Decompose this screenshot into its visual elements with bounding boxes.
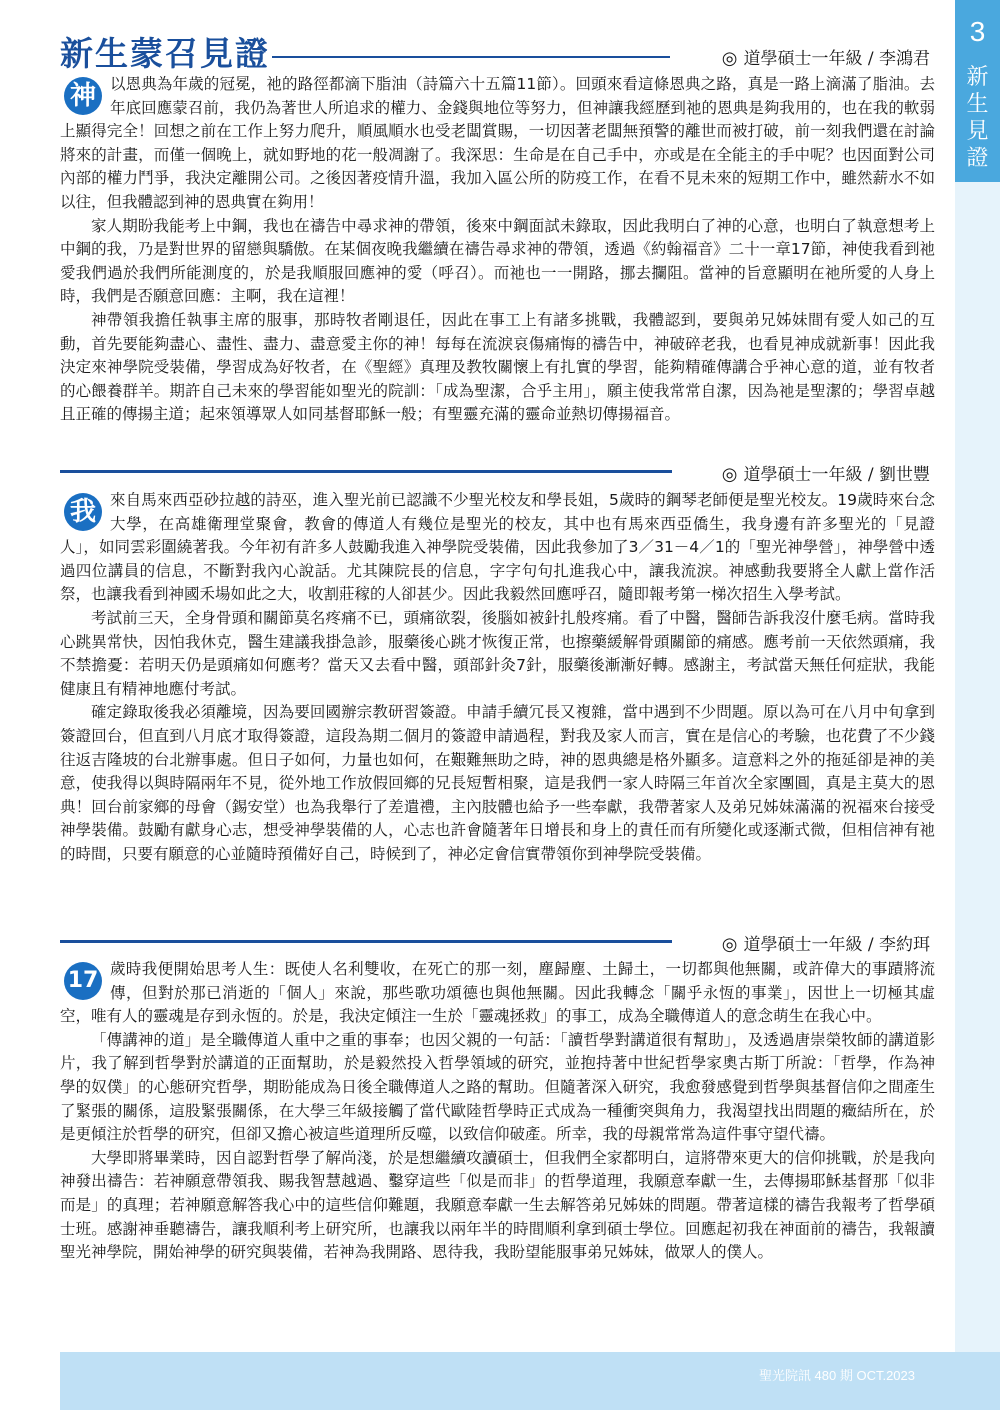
article-2 bbox=[60, 489, 935, 867]
byline-3 bbox=[722, 930, 930, 955]
author-name: 道學碩士一年級 / 李約珥 bbox=[743, 935, 930, 955]
paragraph: 神帶領我擔任執事主席的服事，那時牧者剛退任，因此在事工上有諸多挑戰，我體認到，要與弟兄姊妹間有愛人如己的互動，首先要能夠盡心、盡性、盡力、盡意愛主你的神！每每在流淚哀傷痛悔的禱告中，神破碎老我，也看見神成就新事！因此我決定來神學院受裝備，學習成為好牧者，在《聖經》真理及教牧關懷上有扎實的學習，能夠精確傳講合乎神心意的道，並有牧者的心餵養群羊。期許自己未來的學習能如聖光的院訓：「成為聖潔，合乎主用」，願主使我常常自潔，因為祂是聖潔的；學習卓越且正確的傳揚主道；起來領導眾人如同基督耶穌一般；有聖靈充滿的靈命並熱切傳揚福音。 bbox=[60, 310, 935, 424]
side-strip bbox=[955, 182, 1000, 1402]
section-label: 新生見證 bbox=[966, 65, 989, 171]
paragraph: 歲時我便開始思考人生：既使人名利雙收，在死亡的那一刻，塵歸塵、土歸土，一切都與他無關，或許偉大的事蹟將流傳，但對於那已消逝的「個人」來說，那些歌功頌德也與他無關。因此我轉念「關乎永恆的事業」，因世上一切極其虛空，唯有人的靈魂是存到永恆的。於是，我決定傾注一生於「靈魂拯救」的事工，成為全職傳道人的意念萌生在我心中。 bbox=[60, 960, 935, 1026]
byline-mark: ◎ bbox=[721, 934, 738, 955]
dropcap: 17 bbox=[64, 962, 102, 1000]
paragraph: 以恩典為年歲的冠冕，祂的路徑都滴下脂油（詩篇六十五篇11節）。回頭來看這條恩典之路，真是一路上滴滿了脂油。去年底回應蒙召前，我仍為著世人所追求的權力、金錢與地位等努力，但神讓我經歷到祂的恩典是夠我用的，也在我的軟弱上顯得完全！回想之前在工作上努力爬升，順風順水也受老闆賞賜，一切因著老闆無預警的離世而被打破，前一刻我們還在討論將來的計畫，而僅一個晚上，就如野地的花一般凋謝了。我深思：生命是在自己手中，亦或是在全能主的手中呢？也因面對公司內部的權力鬥爭，我決定離開公司。之後因著疫情升溫，我加入區公所的防疫工作，在看不見未來的短期工作中，雖然薪水不如以往，但我體認到神的恩典實在夠用！ bbox=[60, 75, 935, 211]
dropcap: 我 bbox=[64, 493, 102, 531]
dropcap: 神 bbox=[64, 77, 102, 115]
author-name: 道學碩士一年級 / 劉世豐 bbox=[743, 465, 930, 485]
paragraph: 「傳講神的道」是全職傳道人重中之重的事奉；也因父親的一句話：「讀哲學對講道很有幫助」，及透過唐崇榮牧師的講道影片，我了解到哲學對於講道的正面幫助，於是毅然投入哲學領域的研究，並抱持著中世紀哲學家奧古斯丁所說：「哲學，作為神學的奴僕」的心態研究哲學，期盼能成為日後全職傳道人之路的幫助。但隨著深入研究，我愈發感覺到哲學與基督信仰之間產生了緊張的關係，這股緊張關係，在大學三年級接觸了當代歐陸哲學時正式成為一種衝突與角力，我渴望找出問題的癥結所在，於是更傾注於哲學的研究，但卻又擔心被這些道理所反噬，以致信仰破產。所幸，我的母親常常為這件事守望代禱。 bbox=[60, 1030, 935, 1144]
byline-mark: ◎ bbox=[721, 464, 738, 485]
footer-issue: 聖光院訊 480 期 OCT.2023 bbox=[758, 1368, 915, 1383]
paragraph: 大學即將畢業時，因自認對哲學了解尚淺，於是想繼續攻讀碩士，但我們全家都明白，這將帶來更大的信仰挑戰，於是我向神發出禱告：若神願意帶領我、賜我智慧越過、鑿穿這些「似是而非」的哲學道理，我願意奉獻一生，去傳揚耶穌基督那「似非而是」的真理；若神願意解答我心中的這些信仰難題，我願意奉獻一生去解答弟兄姊妹的問題。帶著這樣的禱告我報考了哲學碩士班。感謝神垂聽禱告，讓我順利考上研究所，也讓我以兩年半的時間順利拿到碩士學位。回應起初我在神面前的禱告，我報讀聖光神學院，開始神學的研究與裝備，若神為我開路、恩待我，我盼望能服事弟兄姊妹，做眾人的僕人。 bbox=[60, 1148, 935, 1262]
section-divider bbox=[60, 470, 672, 473]
byline-1 bbox=[722, 44, 930, 69]
paragraph: 家人期盼我能考上中鋼，我也在禱告中尋求神的帶領，後來中鋼面試未錄取，因此我明白了神的心意，也明白了執意想考上中鋼的我，乃是對世界的留戀與驕傲。在某個夜晚我繼續在禱告尋求神的帶領，透過《約翰福音》二十一章17節，神使我看到祂愛我們過於我們所能測度的，於是我順服回應神的愛（呼召）。而祂也一一開路，挪去攔阻。當神的旨意顯明在祂所愛的人身上時，我們是否願意回應：主啊，我在這裡！ bbox=[60, 216, 935, 306]
paragraph: 來自馬來西亞砂拉越的詩巫，進入聖光前已認識不少聖光校友和學長姐，5歲時的鋼琴老師便是聖光校友。19歲時來台念大學，在高雄衛理堂聚會，教會的傳道人有幾位是聖光的校友，其中也有馬來西亞僑生，我身邊有許多聖光的「見證人」，如同雲彩圍繞著我。今年初有許多人鼓勵我進入神學院受裝備，因此我參加了3／31－4／1的「聖光神學營」，神學營中透過四位講員的信息，不斷對我內心說話。尤其陳院長的信息，字字句句扎進我心中，讓我流淚。神感動我要將全人獻上當作活祭，也讓我看到神國禾場如此之大，收割莊稼的人卻甚少。因此我毅然回應呼召，隨即報考第一梯次招生入學考試。 bbox=[60, 491, 935, 604]
paragraph: 確定錄取後我必須離境，因為要回國辦宗教研習簽證。申請手續冗長又複雜，當中遇到不少問題。原以為可在八月中旬拿到簽證回台，但直到八月底才取得簽證，這段為期二個月的簽證申請過程，對我及家人而言，實在是信心的考驗，也花費了不少錢往返吉隆坡的台北辦事處。但日子如何，力量也如何，在艱難無助之時，神的恩典總是格外顯多。這意料之外的拖延卻是神的美意，使我得以與時隔兩年不見，從外地工作放假回鄉的兄長短暫相聚，這是我們一家人時隔三年首次全家團圓，真是主莫大的恩典！回台前家鄉的母會（錫安堂）也為我舉行了差遣禮，主內肢體也給予一些奉獻，我帶著家人及弟兄姊妹滿滿的祝福來台接受神學裝備。鼓勵有獻身心志，想受神學裝備的人，心志也許會隨著年日增長和身上的責任而有所變化或逐漸式微，但相信神有祂的時間，只要有願意的心並隨時預備好自己，時候到了，神必定會信實帶領你到神學院受裝備。 bbox=[60, 703, 935, 863]
side-tab bbox=[955, 0, 1000, 182]
title-divider bbox=[272, 56, 670, 58]
page-title: 新生蒙召見證 bbox=[60, 34, 270, 73]
byline-2 bbox=[722, 460, 930, 485]
page-number: 3 bbox=[969, 16, 986, 47]
author-name: 道學碩士一年級 / 李鴻君 bbox=[743, 49, 930, 69]
article-1 bbox=[60, 73, 935, 427]
footer-bar bbox=[60, 1352, 1000, 1410]
section-divider bbox=[60, 940, 672, 943]
byline-mark: ◎ bbox=[721, 48, 738, 69]
article-3 bbox=[60, 958, 935, 1265]
paragraph: 考試前三天，全身骨頭和關節莫名疼痛不已，頭痛欲裂，後腦如被針扎般疼痛。看了中醫，醫師告訴我沒什麼毛病。當時我心跳異常快，因怕我休克，醫生建議我掛急診，服藥後心跳才恢復正常，也擦藥緩解骨頭關節的痛感。應考前一天依然頭痛，我不禁擔憂：若明天仍是頭痛如何應考？當天又去看中醫，頭部針灸7針，服藥後漸漸好轉。感謝主，考試當天無任何症狀，我能健康且有精神地應付考試。 bbox=[60, 608, 935, 698]
